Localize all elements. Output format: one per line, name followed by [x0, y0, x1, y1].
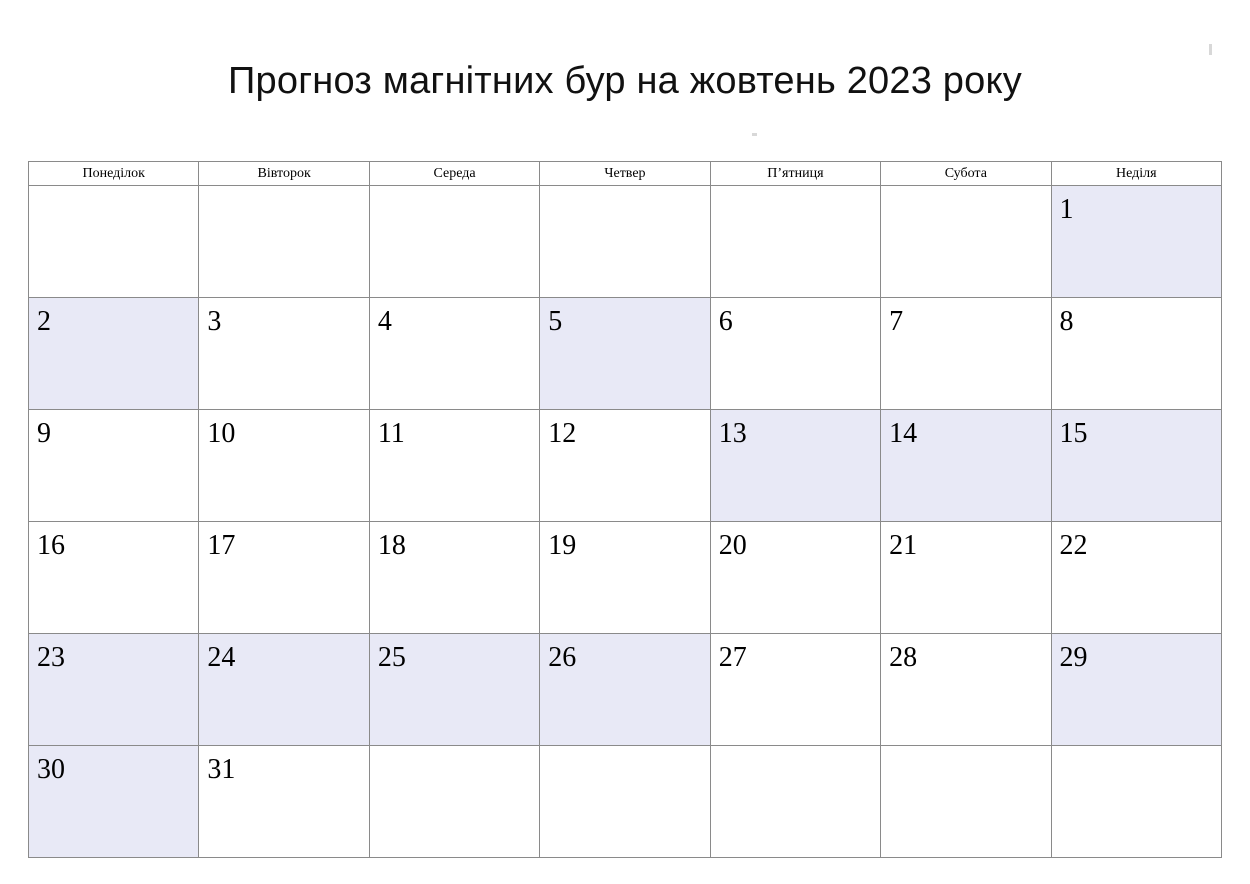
calendar-day-cell: [29, 746, 199, 858]
calendar-day-cell: [710, 522, 880, 634]
calendar-day-cell: [369, 746, 539, 858]
day-number: 18: [377, 530, 406, 561]
day-number: 3: [207, 306, 222, 337]
day-number: 10: [207, 418, 236, 449]
calendar-day-cell: [881, 186, 1051, 298]
page-title: Прогноз магнітних бур на жовтень 2023 року: [228, 60, 1022, 102]
calendar-day-cell: [369, 522, 539, 634]
day-number: 17: [207, 530, 236, 561]
calendar-day-cell: [29, 298, 199, 410]
calendar-day-cell: [710, 298, 880, 410]
day-number: [199, 186, 368, 196]
calendar-day-cell: [1051, 298, 1221, 410]
calendar-day-cell: [540, 522, 710, 634]
calendar-header-row-group: [29, 162, 1222, 186]
day-number: 27: [718, 642, 747, 673]
day-number: [1052, 746, 1221, 756]
calendar-day-cell: [1051, 410, 1221, 522]
calendar-day-cell: [29, 634, 199, 746]
calendar-day-cell: [29, 186, 199, 298]
day-number: 21: [889, 530, 918, 561]
day-number: 9: [37, 418, 51, 449]
calendar-day-cell: [881, 634, 1051, 746]
day-number: 8: [1059, 306, 1074, 337]
day-number: 29: [1059, 642, 1088, 673]
calendar-day-cell: [540, 186, 710, 298]
calendar-day-cell: [369, 634, 539, 746]
calendar-day-cell: [540, 298, 710, 410]
calendar-day-cell: [199, 634, 369, 746]
calendar-day-cell: [199, 522, 369, 634]
calendar-table: [28, 161, 1222, 858]
calendar-day-cell: [369, 186, 539, 298]
day-number: 24: [207, 642, 236, 673]
calendar-week-row: [29, 746, 1222, 858]
weekday-header-tuesday: Вівторок: [199, 162, 369, 186]
calendar-day-cell: [199, 186, 369, 298]
calendar-day-cell: [1051, 186, 1221, 298]
calendar-week-row: [29, 298, 1222, 410]
calendar-day-cell: [540, 410, 710, 522]
day-number: 23: [37, 642, 65, 673]
day-number: 11: [377, 418, 405, 449]
day-number: 30: [37, 754, 65, 785]
calendar-day-cell: [199, 298, 369, 410]
day-number: 16: [37, 530, 65, 561]
weekday-header-sunday: Неділя: [1051, 162, 1221, 186]
day-number: 25: [377, 642, 406, 673]
calendar-day-cell: [881, 298, 1051, 410]
scan-artifact: [1209, 44, 1212, 55]
day-number: 31: [207, 754, 236, 785]
calendar-week-row: [29, 634, 1222, 746]
day-number: 26: [548, 642, 577, 673]
weekday-header-friday: П’ятниця: [710, 162, 880, 186]
calendar-day-cell: [1051, 522, 1221, 634]
day-number: 2: [37, 306, 51, 337]
calendar-week-row: [29, 186, 1222, 298]
day-number: 1: [1059, 194, 1074, 225]
day-number: [370, 186, 539, 196]
calendar-day-cell: [710, 634, 880, 746]
day-number: [370, 746, 539, 756]
calendar-day-cell: [881, 522, 1051, 634]
weekday-header-thursday: Четвер: [540, 162, 710, 186]
day-number: [881, 186, 1050, 196]
calendar-day-cell: [1051, 746, 1221, 858]
day-number: 13: [718, 418, 747, 449]
day-number: 12: [548, 418, 577, 449]
day-number: [711, 746, 880, 756]
calendar-day-cell: [199, 746, 369, 858]
scan-artifact: [752, 133, 757, 136]
calendar-day-cell: [369, 298, 539, 410]
day-number: 6: [718, 306, 733, 337]
calendar-day-cell: [1051, 634, 1221, 746]
calendar-container: [28, 161, 1222, 858]
day-number: [29, 186, 198, 196]
calendar-day-cell: [29, 522, 199, 634]
calendar-day-cell: [540, 634, 710, 746]
calendar-day-cell: [881, 410, 1051, 522]
day-number: 19: [548, 530, 577, 561]
calendar-day-cell: [710, 410, 880, 522]
weekday-header-monday: Понеділок: [29, 162, 199, 186]
day-number: 14: [889, 418, 918, 449]
weekday-header-saturday: Субота: [881, 162, 1051, 186]
day-number: 28: [889, 642, 918, 673]
calendar-day-cell: [710, 186, 880, 298]
day-number: 5: [548, 306, 563, 337]
day-number: 15: [1059, 418, 1088, 449]
calendar-week-row: [29, 410, 1222, 522]
day-number: 20: [718, 530, 747, 561]
calendar-day-cell: [540, 746, 710, 858]
calendar-day-cell: [881, 746, 1051, 858]
calendar-body: [29, 186, 1222, 858]
day-number: [881, 746, 1050, 756]
day-number: 7: [889, 306, 904, 337]
day-number: [540, 746, 709, 756]
weekday-header-wednesday: Середа: [369, 162, 539, 186]
calendar-day-cell: [29, 410, 199, 522]
calendar-day-cell: [199, 410, 369, 522]
day-number: 22: [1059, 530, 1088, 561]
day-number: [711, 186, 880, 196]
calendar-day-cell: [369, 410, 539, 522]
day-number: [540, 186, 709, 196]
calendar-day-cell: [710, 746, 880, 858]
calendar-header-row: [29, 162, 1222, 186]
day-number: 4: [377, 306, 392, 337]
calendar-week-row: [29, 522, 1222, 634]
